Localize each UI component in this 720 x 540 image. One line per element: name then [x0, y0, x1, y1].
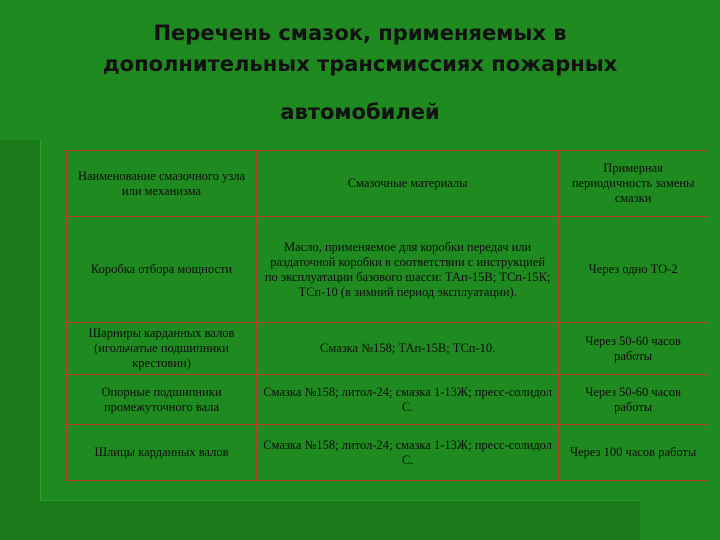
cell-unit: Шарниры карданных валов (игольчатые подшипники крестовин)	[67, 323, 257, 375]
decorative-frame-line-horizontal	[40, 500, 640, 501]
decorative-frame-bottom	[0, 500, 640, 540]
cell-unit: Коробка отбора мощности	[67, 217, 257, 323]
slide-title	[40, 18, 680, 128]
cell-lubricant: Смазка №158; ТАп-15В; ТСп-10.	[257, 323, 559, 375]
table-row	[67, 323, 708, 375]
cell-unit: Шлицы карданных валов	[67, 425, 257, 481]
header-unit: Наименование смазочного узла или механизма	[67, 151, 257, 217]
title-line-2: дополнительных трансмиссиях пожарных	[102, 52, 618, 76]
table-header-row	[67, 151, 708, 217]
header-interval: Примерная периодичность замены смазки	[559, 151, 708, 217]
cell-interval: Через одно ТО-2	[559, 217, 708, 323]
table-row	[67, 425, 708, 481]
title-line-3: автомобилей	[280, 100, 440, 124]
table-row	[67, 375, 708, 425]
header-lubricant: Смазочные материалы	[257, 151, 559, 217]
cell-unit: Опорные подшипники промежуточного вала	[67, 375, 257, 425]
decorative-frame-line-vertical	[40, 140, 41, 500]
cell-lubricant: Смазка №158; литол-24; смазка 1-13Ж; пресс-солидол С.	[257, 425, 559, 481]
lubricants-table	[66, 150, 708, 481]
cell-interval: Через 50-60 часов работы	[559, 323, 708, 375]
cell-lubricant: Масло, применяемое для коробки передач или раздаточной коробки в соответствии с инструкцией по эксплуатации базового шасси: ТАп-15В; ТСп-15К; ТСп-10 (в зимний период эксплуатации).	[257, 217, 559, 323]
cell-lubricant: Смазка №158; литол-24; смазка 1-13Ж; пресс-солидол С.	[257, 375, 559, 425]
cell-interval: Через 100 часов работы	[559, 425, 708, 481]
table-row	[67, 217, 708, 323]
title-line-1: Перечень смазок, применяемых в	[153, 21, 567, 45]
cell-interval: Через 50-60 часов работы	[559, 375, 708, 425]
decorative-frame-left	[0, 140, 40, 540]
